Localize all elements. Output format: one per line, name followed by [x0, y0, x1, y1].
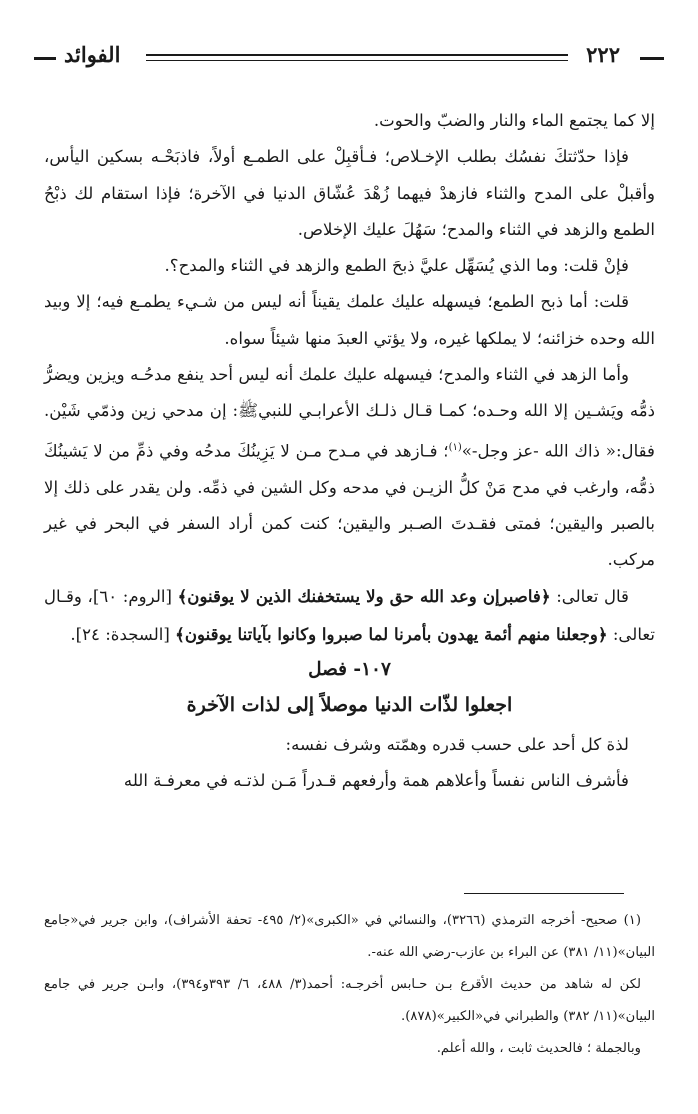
main-text: [44, 103, 655, 800]
paragraph-2: فإذا حدّثتكَ نفسُك بطلب الإخـلاص؛ فـأقبِلْ على الطمـع أولاً، فاذبَحْـه بسكين اليأس، وأقبلْ على المدح والثناء فازهدْ فيهما زُهْدَ عُشّاق الدنيا في الآخرة؛ فإذا استقام لك ذبْحُ الطمع والزهد في الثناء والمدح؛ سَهُلَ عليك الإخلاص.: [44, 147, 655, 239]
paragraph-6-part-c: [السجدة: ٢٤].: [70, 624, 176, 644]
paragraph-6-part-a: قال تعالى:: [550, 587, 629, 607]
footnote-ref: (١): [448, 441, 462, 453]
quran-verse-1: ﴿فاصبرإن وعد الله حق ولا يستخفنك الذين لا يوقنون﴾: [177, 586, 551, 607]
paragraph-7: لذة كل أحد على حسب قدره وهمّته وشرف نفسه:: [285, 734, 629, 754]
paragraph-3: فإنْ قلت: وما الذي يُسَهِّل عليَّ ذبحَ الطمع والزهد في الثناء والمدح؟.: [164, 256, 629, 276]
page-number: ٢٢٢: [586, 42, 620, 67]
paragraph-5: [44, 357, 655, 578]
footnotes: [44, 905, 655, 1065]
paragraph-8: فأشرف الناس نفساً وأعلاهم همة وأرفعهم قـدراً مَـن لذتـه في معرفـة الله: [123, 771, 629, 791]
paragraph-5-part-a: وأما الزهد في الثناء والمدح؛ فيسهله عليك علمك أنه ليس أحد ينفع مدحُـه ويزين ويضرُّ ذمُّه ويَشـين إلا الله وحـده؛ كمـا قـال ذلـك الأعرابـي للنبيﷺ: إن مدحي زين وذمّي شَيْن. فقال:« ذاك الله -عز وجل-»: [44, 365, 655, 461]
footnote-2: لكن له شاهد من حديث الأقرع بـن حـابس أخرجـه: أحمد(٣/ ٤٨٨، ٦/ ٣٩٣و٣٩٤)، وابـن جرير في جامع البيان»(١١/ ٣٨٢) والطبراني في«الكبير»(٨٧٨).: [44, 977, 655, 1024]
section-number: ١٠٧- فصل: [308, 658, 391, 680]
footnote-3: وبالجملة ؛ فالحديث ثابت ، والله أعلم.: [436, 1041, 641, 1056]
header-dash-left: [34, 57, 56, 60]
header-dash-right: [640, 57, 664, 60]
paragraph-1: إلا كما يجتمع الماء والنار والضبّ والحوت.: [373, 111, 655, 130]
paragraph-6: [44, 578, 655, 653]
running-title: الفوائد: [64, 42, 121, 67]
section-title: اجعلوا لذّات الدنيا موصلاً إلى لذات الآخرة: [186, 693, 513, 716]
footnote-divider: [464, 893, 624, 894]
paragraph-5-part-b: ؛ فـازهد في مـدح مـن لا يَزِينُكَ مدحُه وفي ذمِّ من لا يَشينُكَ ذمُّه، وارغب في مدح مَنْ كلُّ الزيـن في مدحه وكل الشين في ذمِّه. ولن يقدر على ذلك إلا بالصبر واليقين؛ فمتى فقـدتَ الصـبر واليقين؛ كنت كمن أراد السفر في البحر في غير مركب.: [44, 441, 655, 570]
footnote-1: (١) صحيح- أخرجه الترمذي (٣٢٦٦)، والنسائي في «الكبرى»(٢/ ٤٩٥- تحفة الأشراف)، وابن جرير في«جامع البيان»(١١/ ٣٨١) عن البراء بن عازب-رضي الله عنه-.: [44, 913, 655, 960]
paragraph-6-part-b: [الروم: ٦٠]، وقـال تعالى:: [44, 587, 655, 644]
page-header: [34, 40, 664, 74]
quran-verse-2: ﴿وجعلنا منهم أئمة يهدون بأمرنا لما صبروا وكانوا بآياتنا يوقنون﴾: [175, 623, 608, 644]
paragraph-4: قلت: أما ذبح الطمع؛ فيسهله عليك علمك يقيناً أنه ليس من شـيء يطمـع فيه؛ إلا وبيد الله وحده خزائنه؛ لا يملكها غيره، ولا يؤتي العبدَ منها شيئاً سواه.: [44, 292, 655, 348]
header-rule: [146, 54, 568, 61]
